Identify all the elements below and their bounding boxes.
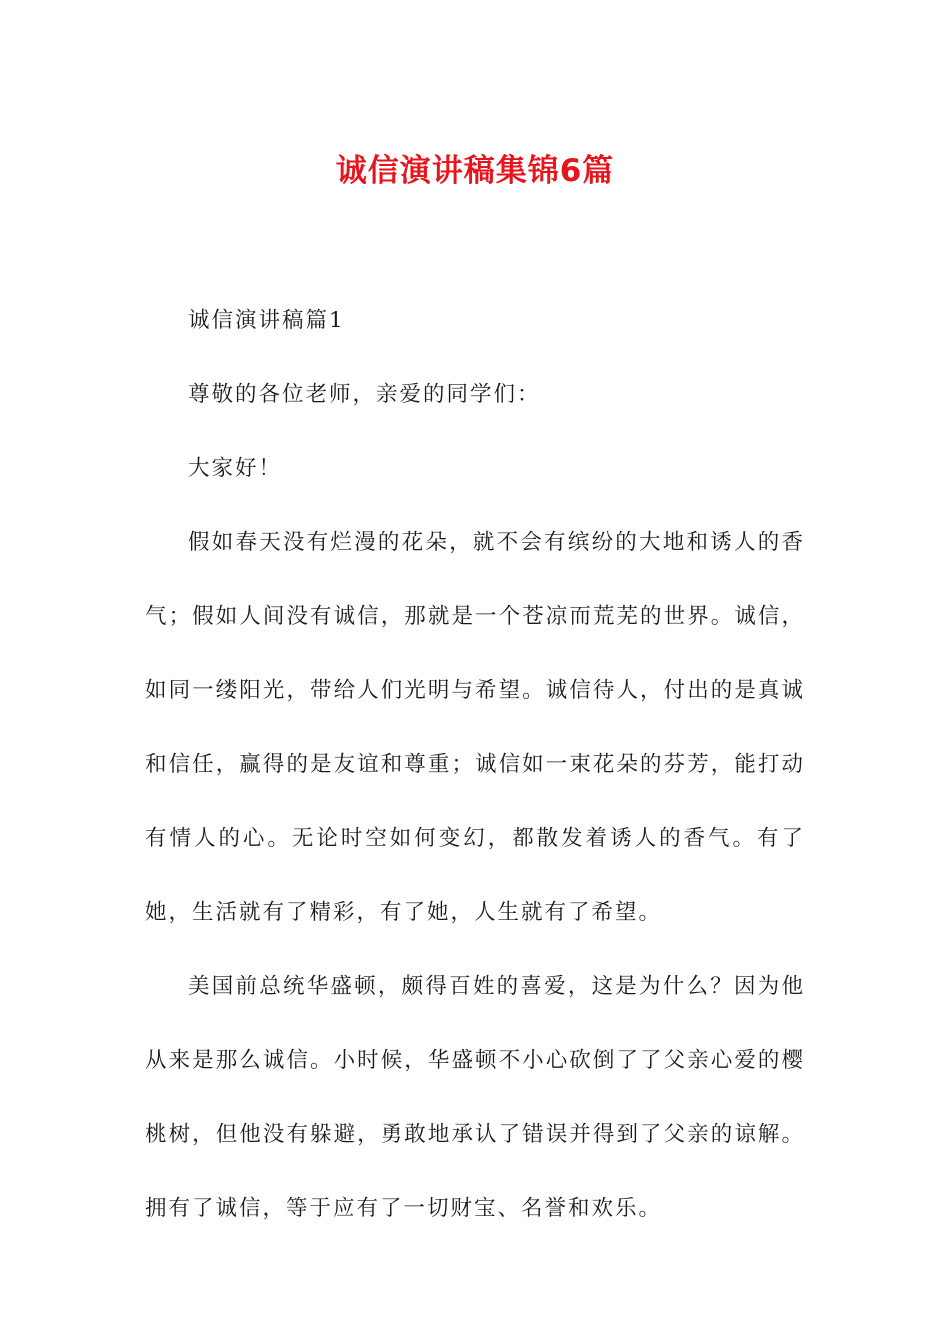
section-heading: 诚信演讲稿篇1	[188, 308, 345, 333]
document-title: 诚信演讲稿集锦6篇	[335, 153, 615, 189]
salutation: 尊敬的各位老师，亲爱的同学们：	[188, 382, 541, 407]
body-paragraph: 假如春天没有烂漫的花朵，就不会有缤纷的大地和诱人的香气；假如人间没有诚信，那就是一个苍凉而荒芜的世界。诚信，如同一缕阳光，带给人们光明与希望。诚信待人，付出的是真诚和信任，赢得的是友谊和尊重；诚信如一束花朵的芬芳，能打动有情人的心。无论时空如何变幻，都散发着诱人的香气。有了她，生活就有了精彩，有了她，人生就有了希望。	[145, 530, 805, 925]
greeting: 大家好！	[188, 456, 283, 481]
document-body	[145, 284, 805, 1246]
body-paragraph: 美国前总统华盛顿，颇得百姓的喜爱，这是为什么？因为他从来是那么诚信。小时候，华盛顿不小心砍倒了了父亲心爱的樱桃树，但他没有躲避，勇敢地承认了错误并得到了父亲的谅解。拥有了诚信，等于应有了一切财宝、名誉和欢乐。	[145, 974, 805, 1221]
